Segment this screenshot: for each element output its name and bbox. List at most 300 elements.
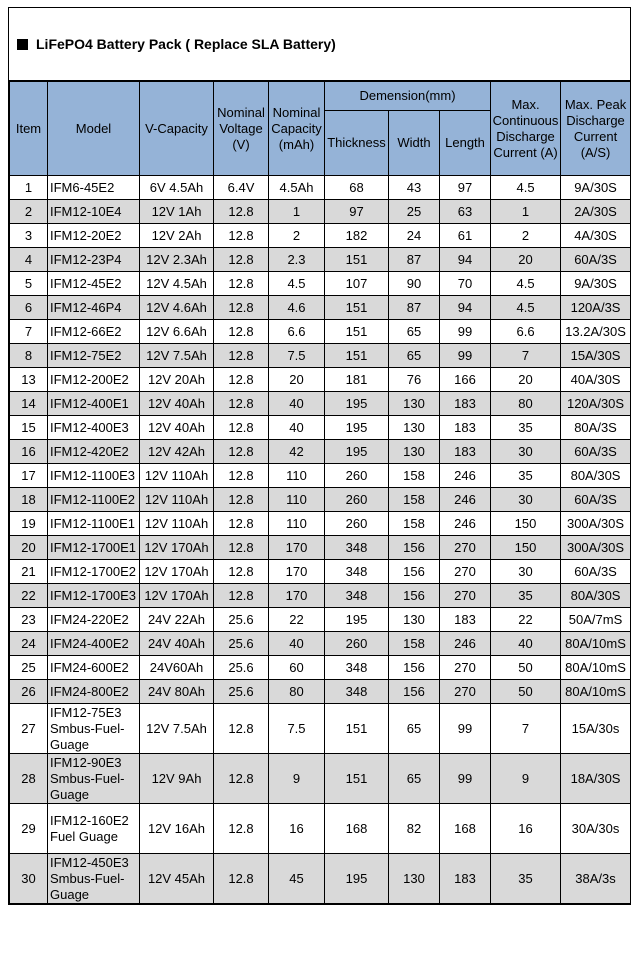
cell-thickness: 151 — [325, 296, 389, 320]
cell-model: IFM12-66E2 — [48, 320, 140, 344]
cell-model: IFM12-1100E1 — [48, 512, 140, 536]
cell-model: IFM12-90E3 Smbus-Fuel- Guage — [48, 754, 140, 804]
cell-width: 130 — [389, 392, 440, 416]
table-row — [10, 320, 631, 344]
cell-nominal-capacity: 2.3 — [269, 248, 325, 272]
cell-length: 270 — [440, 656, 491, 680]
cell-v-capacity: 12V 40Ah — [140, 392, 214, 416]
spec-sheet — [8, 7, 631, 905]
cell-nominal-capacity: 170 — [269, 584, 325, 608]
cell-nominal-voltage: 12.8 — [214, 368, 269, 392]
cell-length: 246 — [440, 512, 491, 536]
cell-v-capacity: 12V 7.5Ah — [140, 704, 214, 754]
cell-v-capacity: 12V 9Ah — [140, 754, 214, 804]
cell-length: 270 — [440, 560, 491, 584]
cell-width: 158 — [389, 488, 440, 512]
cell-nominal-voltage: 12.8 — [214, 248, 269, 272]
cell-item: 22 — [10, 584, 48, 608]
cell-v-capacity: 12V 110Ah — [140, 488, 214, 512]
cell-max-peak: 120A/3S — [561, 296, 631, 320]
cell-nominal-voltage: 12.8 — [214, 296, 269, 320]
cell-width: 43 — [389, 176, 440, 200]
cell-max-peak: 80A/10mS — [561, 632, 631, 656]
cell-item: 21 — [10, 560, 48, 584]
cell-model: IFM12-23P4 — [48, 248, 140, 272]
cell-width: 76 — [389, 368, 440, 392]
cell-model: IFM12-45E2 — [48, 272, 140, 296]
table-row — [10, 488, 631, 512]
cell-max-continuous: 22 — [491, 608, 561, 632]
cell-max-continuous: 4.5 — [491, 176, 561, 200]
header-model: Model — [48, 82, 140, 176]
cell-v-capacity: 12V 6.6Ah — [140, 320, 214, 344]
cell-item: 19 — [10, 512, 48, 536]
cell-width: 158 — [389, 632, 440, 656]
cell-nominal-capacity: 6.6 — [269, 320, 325, 344]
cell-length: 99 — [440, 344, 491, 368]
cell-model: IFM6-45E2 — [48, 176, 140, 200]
table-row — [10, 440, 631, 464]
cell-item: 5 — [10, 272, 48, 296]
table-row — [10, 368, 631, 392]
cell-max-continuous: 20 — [491, 248, 561, 272]
cell-item: 24 — [10, 632, 48, 656]
cell-width: 87 — [389, 248, 440, 272]
cell-max-peak: 80A/30S — [561, 584, 631, 608]
cell-length: 183 — [440, 416, 491, 440]
cell-length: 99 — [440, 754, 491, 804]
table-body — [10, 176, 631, 904]
table-row — [10, 464, 631, 488]
cell-length: 61 — [440, 224, 491, 248]
cell-thickness: 195 — [325, 392, 389, 416]
cell-model: IFM12-75E2 — [48, 344, 140, 368]
cell-length: 246 — [440, 488, 491, 512]
cell-v-capacity: 12V 170Ah — [140, 584, 214, 608]
cell-nominal-voltage: 25.6 — [214, 632, 269, 656]
cell-nominal-voltage: 12.8 — [214, 488, 269, 512]
cell-max-continuous: 9 — [491, 754, 561, 804]
cell-v-capacity: 24V 40Ah — [140, 632, 214, 656]
header-v-capacity: V-Capacity — [140, 82, 214, 176]
cell-max-continuous: 150 — [491, 536, 561, 560]
cell-nominal-capacity: 40 — [269, 392, 325, 416]
table-row — [10, 584, 631, 608]
cell-length: 168 — [440, 804, 491, 854]
cell-v-capacity: 12V 45Ah — [140, 854, 214, 904]
header-thickness: Thickness — [325, 111, 389, 176]
cell-max-continuous: 7 — [491, 704, 561, 754]
cell-width: 130 — [389, 416, 440, 440]
cell-v-capacity: 24V 22Ah — [140, 608, 214, 632]
header-dimension: Demension(mm) — [325, 82, 491, 111]
cell-item: 18 — [10, 488, 48, 512]
cell-width: 87 — [389, 296, 440, 320]
table-row — [10, 272, 631, 296]
cell-item: 4 — [10, 248, 48, 272]
cell-nominal-capacity: 60 — [269, 656, 325, 680]
cell-nominal-capacity: 22 — [269, 608, 325, 632]
cell-max-peak: 15A/30S — [561, 344, 631, 368]
cell-model: IFM12-420E2 — [48, 440, 140, 464]
cell-v-capacity: 24V 80Ah — [140, 680, 214, 704]
cell-item: 15 — [10, 416, 48, 440]
cell-max-continuous: 35 — [491, 584, 561, 608]
cell-length: 99 — [440, 704, 491, 754]
cell-width: 156 — [389, 560, 440, 584]
cell-v-capacity: 12V 2Ah — [140, 224, 214, 248]
cell-max-peak: 300A/30S — [561, 536, 631, 560]
table-row — [10, 392, 631, 416]
cell-nominal-capacity: 4.5Ah — [269, 176, 325, 200]
cell-nominal-voltage: 12.8 — [214, 584, 269, 608]
cell-thickness: 195 — [325, 608, 389, 632]
cell-item: 8 — [10, 344, 48, 368]
cell-max-continuous: 50 — [491, 656, 561, 680]
table-row — [10, 632, 631, 656]
cell-max-continuous: 4.5 — [491, 272, 561, 296]
cell-v-capacity: 12V 170Ah — [140, 560, 214, 584]
cell-item: 17 — [10, 464, 48, 488]
table-row — [10, 680, 631, 704]
cell-model: IFM12-400E1 — [48, 392, 140, 416]
cell-model: IFM12-20E2 — [48, 224, 140, 248]
cell-nominal-capacity: 4.5 — [269, 272, 325, 296]
cell-model: IFM12-1700E3 — [48, 584, 140, 608]
cell-model: IFM12-1100E3 — [48, 464, 140, 488]
cell-v-capacity: 6V 4.5Ah — [140, 176, 214, 200]
cell-max-continuous: 30 — [491, 488, 561, 512]
cell-v-capacity: 12V 170Ah — [140, 536, 214, 560]
cell-nominal-capacity: 9 — [269, 754, 325, 804]
cell-v-capacity: 12V 1Ah — [140, 200, 214, 224]
cell-nominal-voltage: 6.4V — [214, 176, 269, 200]
cell-length: 270 — [440, 680, 491, 704]
cell-max-peak: 60A/3S — [561, 248, 631, 272]
cell-max-continuous: 35 — [491, 854, 561, 904]
cell-nominal-voltage: 12.8 — [214, 440, 269, 464]
cell-max-continuous: 35 — [491, 416, 561, 440]
cell-nominal-voltage: 12.8 — [214, 224, 269, 248]
cell-length: 270 — [440, 584, 491, 608]
cell-nominal-voltage: 25.6 — [214, 656, 269, 680]
cell-nominal-capacity: 170 — [269, 560, 325, 584]
cell-nominal-capacity: 1 — [269, 200, 325, 224]
cell-nominal-voltage: 12.8 — [214, 560, 269, 584]
cell-nominal-capacity: 20 — [269, 368, 325, 392]
cell-width: 156 — [389, 536, 440, 560]
table-row — [10, 656, 631, 680]
cell-length: 246 — [440, 632, 491, 656]
header-row-1 — [10, 82, 631, 111]
cell-thickness: 182 — [325, 224, 389, 248]
cell-max-continuous: 30 — [491, 560, 561, 584]
header-nominal-capacity: Nominal Capacity (mAh) — [269, 82, 325, 176]
cell-item: 20 — [10, 536, 48, 560]
cell-item: 1 — [10, 176, 48, 200]
cell-nominal-capacity: 110 — [269, 512, 325, 536]
cell-width: 156 — [389, 584, 440, 608]
cell-max-peak: 80A/3S — [561, 416, 631, 440]
cell-model: IFM12-200E2 — [48, 368, 140, 392]
cell-length: 183 — [440, 440, 491, 464]
cell-thickness: 348 — [325, 584, 389, 608]
cell-item: 3 — [10, 224, 48, 248]
cell-width: 65 — [389, 344, 440, 368]
cell-nominal-capacity: 45 — [269, 854, 325, 904]
cell-nominal-voltage: 12.8 — [214, 754, 269, 804]
table-row — [10, 804, 631, 854]
cell-v-capacity: 12V 42Ah — [140, 440, 214, 464]
cell-length: 183 — [440, 608, 491, 632]
cell-model: IFM12-10E4 — [48, 200, 140, 224]
cell-item: 29 — [10, 804, 48, 854]
cell-nominal-capacity: 4.6 — [269, 296, 325, 320]
cell-model: IFM12-75E3 Smbus-Fuel- Guage — [48, 704, 140, 754]
cell-v-capacity: 12V 110Ah — [140, 512, 214, 536]
cell-model: IFM12-1100E2 — [48, 488, 140, 512]
cell-width: 25 — [389, 200, 440, 224]
cell-thickness: 348 — [325, 560, 389, 584]
cell-max-peak: 4A/30S — [561, 224, 631, 248]
cell-width: 158 — [389, 512, 440, 536]
cell-length: 183 — [440, 392, 491, 416]
cell-nominal-capacity: 42 — [269, 440, 325, 464]
cell-width: 130 — [389, 440, 440, 464]
cell-nominal-capacity: 7.5 — [269, 344, 325, 368]
cell-model: IFM12-1700E1 — [48, 536, 140, 560]
table-row — [10, 754, 631, 804]
table-row — [10, 344, 631, 368]
cell-max-continuous: 6.6 — [491, 320, 561, 344]
cell-item: 16 — [10, 440, 48, 464]
cell-max-peak: 80A/10mS — [561, 680, 631, 704]
cell-thickness: 348 — [325, 680, 389, 704]
cell-max-continuous: 50 — [491, 680, 561, 704]
cell-max-peak: 38A/3s — [561, 854, 631, 904]
cell-width: 156 — [389, 680, 440, 704]
cell-width: 130 — [389, 608, 440, 632]
header-max-peak: Max. Peak Discharge Current (A/S) — [561, 82, 631, 176]
cell-nominal-capacity: 40 — [269, 416, 325, 440]
cell-nominal-capacity: 7.5 — [269, 704, 325, 754]
cell-max-peak: 13.2A/30S — [561, 320, 631, 344]
cell-max-peak: 40A/30S — [561, 368, 631, 392]
cell-max-peak: 9A/30S — [561, 176, 631, 200]
bullet-square-icon — [17, 39, 28, 50]
cell-width: 65 — [389, 704, 440, 754]
cell-nominal-voltage: 12.8 — [214, 854, 269, 904]
cell-max-peak: 80A/10mS — [561, 656, 631, 680]
cell-nominal-voltage: 12.8 — [214, 536, 269, 560]
cell-v-capacity: 24V60Ah — [140, 656, 214, 680]
cell-length: 270 — [440, 536, 491, 560]
cell-nominal-voltage: 12.8 — [214, 320, 269, 344]
cell-thickness: 151 — [325, 248, 389, 272]
table-row — [10, 416, 631, 440]
cell-thickness: 107 — [325, 272, 389, 296]
cell-model: IFM24-220E2 — [48, 608, 140, 632]
cell-model: IFM24-400E2 — [48, 632, 140, 656]
cell-max-peak: 30A/30s — [561, 804, 631, 854]
cell-max-peak: 60A/3S — [561, 488, 631, 512]
cell-max-peak: 120A/30S — [561, 392, 631, 416]
cell-item: 2 — [10, 200, 48, 224]
cell-length: 166 — [440, 368, 491, 392]
cell-v-capacity: 12V 7.5Ah — [140, 344, 214, 368]
cell-width: 130 — [389, 854, 440, 904]
cell-thickness: 195 — [325, 854, 389, 904]
cell-width: 65 — [389, 754, 440, 804]
cell-thickness: 348 — [325, 536, 389, 560]
cell-item: 26 — [10, 680, 48, 704]
battery-spec-table — [9, 81, 631, 904]
cell-nominal-capacity: 40 — [269, 632, 325, 656]
cell-v-capacity: 12V 4.5Ah — [140, 272, 214, 296]
cell-width: 90 — [389, 272, 440, 296]
cell-max-continuous: 4.5 — [491, 296, 561, 320]
header-nominal-voltage: Nominal Voltage (V) — [214, 82, 269, 176]
title-bar — [9, 8, 630, 81]
cell-thickness: 168 — [325, 804, 389, 854]
cell-item: 13 — [10, 368, 48, 392]
table-row — [10, 704, 631, 754]
cell-nominal-voltage: 12.8 — [214, 272, 269, 296]
header-length: Length — [440, 111, 491, 176]
cell-v-capacity: 12V 40Ah — [140, 416, 214, 440]
cell-max-continuous: 2 — [491, 224, 561, 248]
cell-v-capacity: 12V 4.6Ah — [140, 296, 214, 320]
cell-max-continuous: 80 — [491, 392, 561, 416]
cell-max-peak: 60A/3S — [561, 440, 631, 464]
cell-item: 23 — [10, 608, 48, 632]
cell-width: 158 — [389, 464, 440, 488]
cell-max-continuous: 40 — [491, 632, 561, 656]
cell-item: 30 — [10, 854, 48, 904]
header-max-continuous: Max. Continuous Discharge Current (A) — [491, 82, 561, 176]
cell-thickness: 151 — [325, 704, 389, 754]
header-item: Item — [10, 82, 48, 176]
table-row — [10, 200, 631, 224]
cell-thickness: 195 — [325, 440, 389, 464]
cell-thickness: 151 — [325, 344, 389, 368]
table-row — [10, 512, 631, 536]
cell-max-peak: 300A/30S — [561, 512, 631, 536]
table-row — [10, 296, 631, 320]
cell-v-capacity: 12V 2.3Ah — [140, 248, 214, 272]
table-row — [10, 224, 631, 248]
cell-thickness: 260 — [325, 512, 389, 536]
cell-thickness: 195 — [325, 416, 389, 440]
cell-nominal-voltage: 12.8 — [214, 344, 269, 368]
cell-v-capacity: 12V 16Ah — [140, 804, 214, 854]
header-width: Width — [389, 111, 440, 176]
cell-nominal-capacity: 110 — [269, 488, 325, 512]
cell-length: 94 — [440, 296, 491, 320]
cell-nominal-voltage: 12.8 — [214, 416, 269, 440]
cell-max-continuous: 150 — [491, 512, 561, 536]
cell-model: IFM24-800E2 — [48, 680, 140, 704]
cell-nominal-voltage: 12.8 — [214, 464, 269, 488]
cell-width: 82 — [389, 804, 440, 854]
table-row — [10, 854, 631, 904]
cell-length: 70 — [440, 272, 491, 296]
cell-nominal-capacity: 2 — [269, 224, 325, 248]
cell-nominal-voltage: 12.8 — [214, 704, 269, 754]
cell-max-continuous: 35 — [491, 464, 561, 488]
cell-nominal-capacity: 80 — [269, 680, 325, 704]
cell-thickness: 151 — [325, 320, 389, 344]
cell-max-continuous: 7 — [491, 344, 561, 368]
cell-width: 65 — [389, 320, 440, 344]
cell-model: IFM12-1700E2 — [48, 560, 140, 584]
cell-item: 7 — [10, 320, 48, 344]
cell-model: IFM24-600E2 — [48, 656, 140, 680]
cell-thickness: 68 — [325, 176, 389, 200]
cell-max-continuous: 30 — [491, 440, 561, 464]
page-title: LiFePO4 Battery Pack ( Replace SLA Battery) — [36, 36, 336, 52]
table-row — [10, 608, 631, 632]
cell-item: 27 — [10, 704, 48, 754]
cell-thickness: 97 — [325, 200, 389, 224]
cell-length: 99 — [440, 320, 491, 344]
cell-max-peak: 9A/30S — [561, 272, 631, 296]
cell-nominal-voltage: 25.6 — [214, 608, 269, 632]
cell-item: 14 — [10, 392, 48, 416]
cell-max-continuous: 16 — [491, 804, 561, 854]
cell-nominal-voltage: 25.6 — [214, 680, 269, 704]
cell-model: IFM12-46P4 — [48, 296, 140, 320]
cell-max-peak: 60A/3S — [561, 560, 631, 584]
cell-thickness: 260 — [325, 488, 389, 512]
cell-length: 246 — [440, 464, 491, 488]
cell-item: 6 — [10, 296, 48, 320]
cell-max-peak: 80A/30S — [561, 464, 631, 488]
cell-thickness: 260 — [325, 464, 389, 488]
cell-model: IFM12-400E3 — [48, 416, 140, 440]
table-row — [10, 176, 631, 200]
table-row — [10, 560, 631, 584]
cell-max-continuous: 1 — [491, 200, 561, 224]
cell-max-peak: 2A/30S — [561, 200, 631, 224]
table-row — [10, 536, 631, 560]
cell-max-continuous: 20 — [491, 368, 561, 392]
cell-item: 25 — [10, 656, 48, 680]
cell-width: 156 — [389, 656, 440, 680]
cell-thickness: 151 — [325, 754, 389, 804]
cell-length: 97 — [440, 176, 491, 200]
cell-width: 24 — [389, 224, 440, 248]
cell-thickness: 260 — [325, 632, 389, 656]
cell-model: IFM12-450E3 Smbus-Fuel- Guage — [48, 854, 140, 904]
cell-nominal-capacity: 110 — [269, 464, 325, 488]
cell-length: 183 — [440, 854, 491, 904]
cell-max-peak: 18A/30S — [561, 754, 631, 804]
cell-max-peak: 50A/7mS — [561, 608, 631, 632]
cell-nominal-voltage: 12.8 — [214, 200, 269, 224]
cell-nominal-capacity: 16 — [269, 804, 325, 854]
cell-nominal-voltage: 12.8 — [214, 804, 269, 854]
cell-max-peak: 15A/30s — [561, 704, 631, 754]
cell-item: 28 — [10, 754, 48, 804]
cell-nominal-capacity: 170 — [269, 536, 325, 560]
cell-thickness: 348 — [325, 656, 389, 680]
cell-nominal-voltage: 12.8 — [214, 392, 269, 416]
cell-thickness: 181 — [325, 368, 389, 392]
cell-length: 63 — [440, 200, 491, 224]
cell-model: IFM12-160E2 Fuel Guage — [48, 804, 140, 854]
cell-v-capacity: 12V 20Ah — [140, 368, 214, 392]
